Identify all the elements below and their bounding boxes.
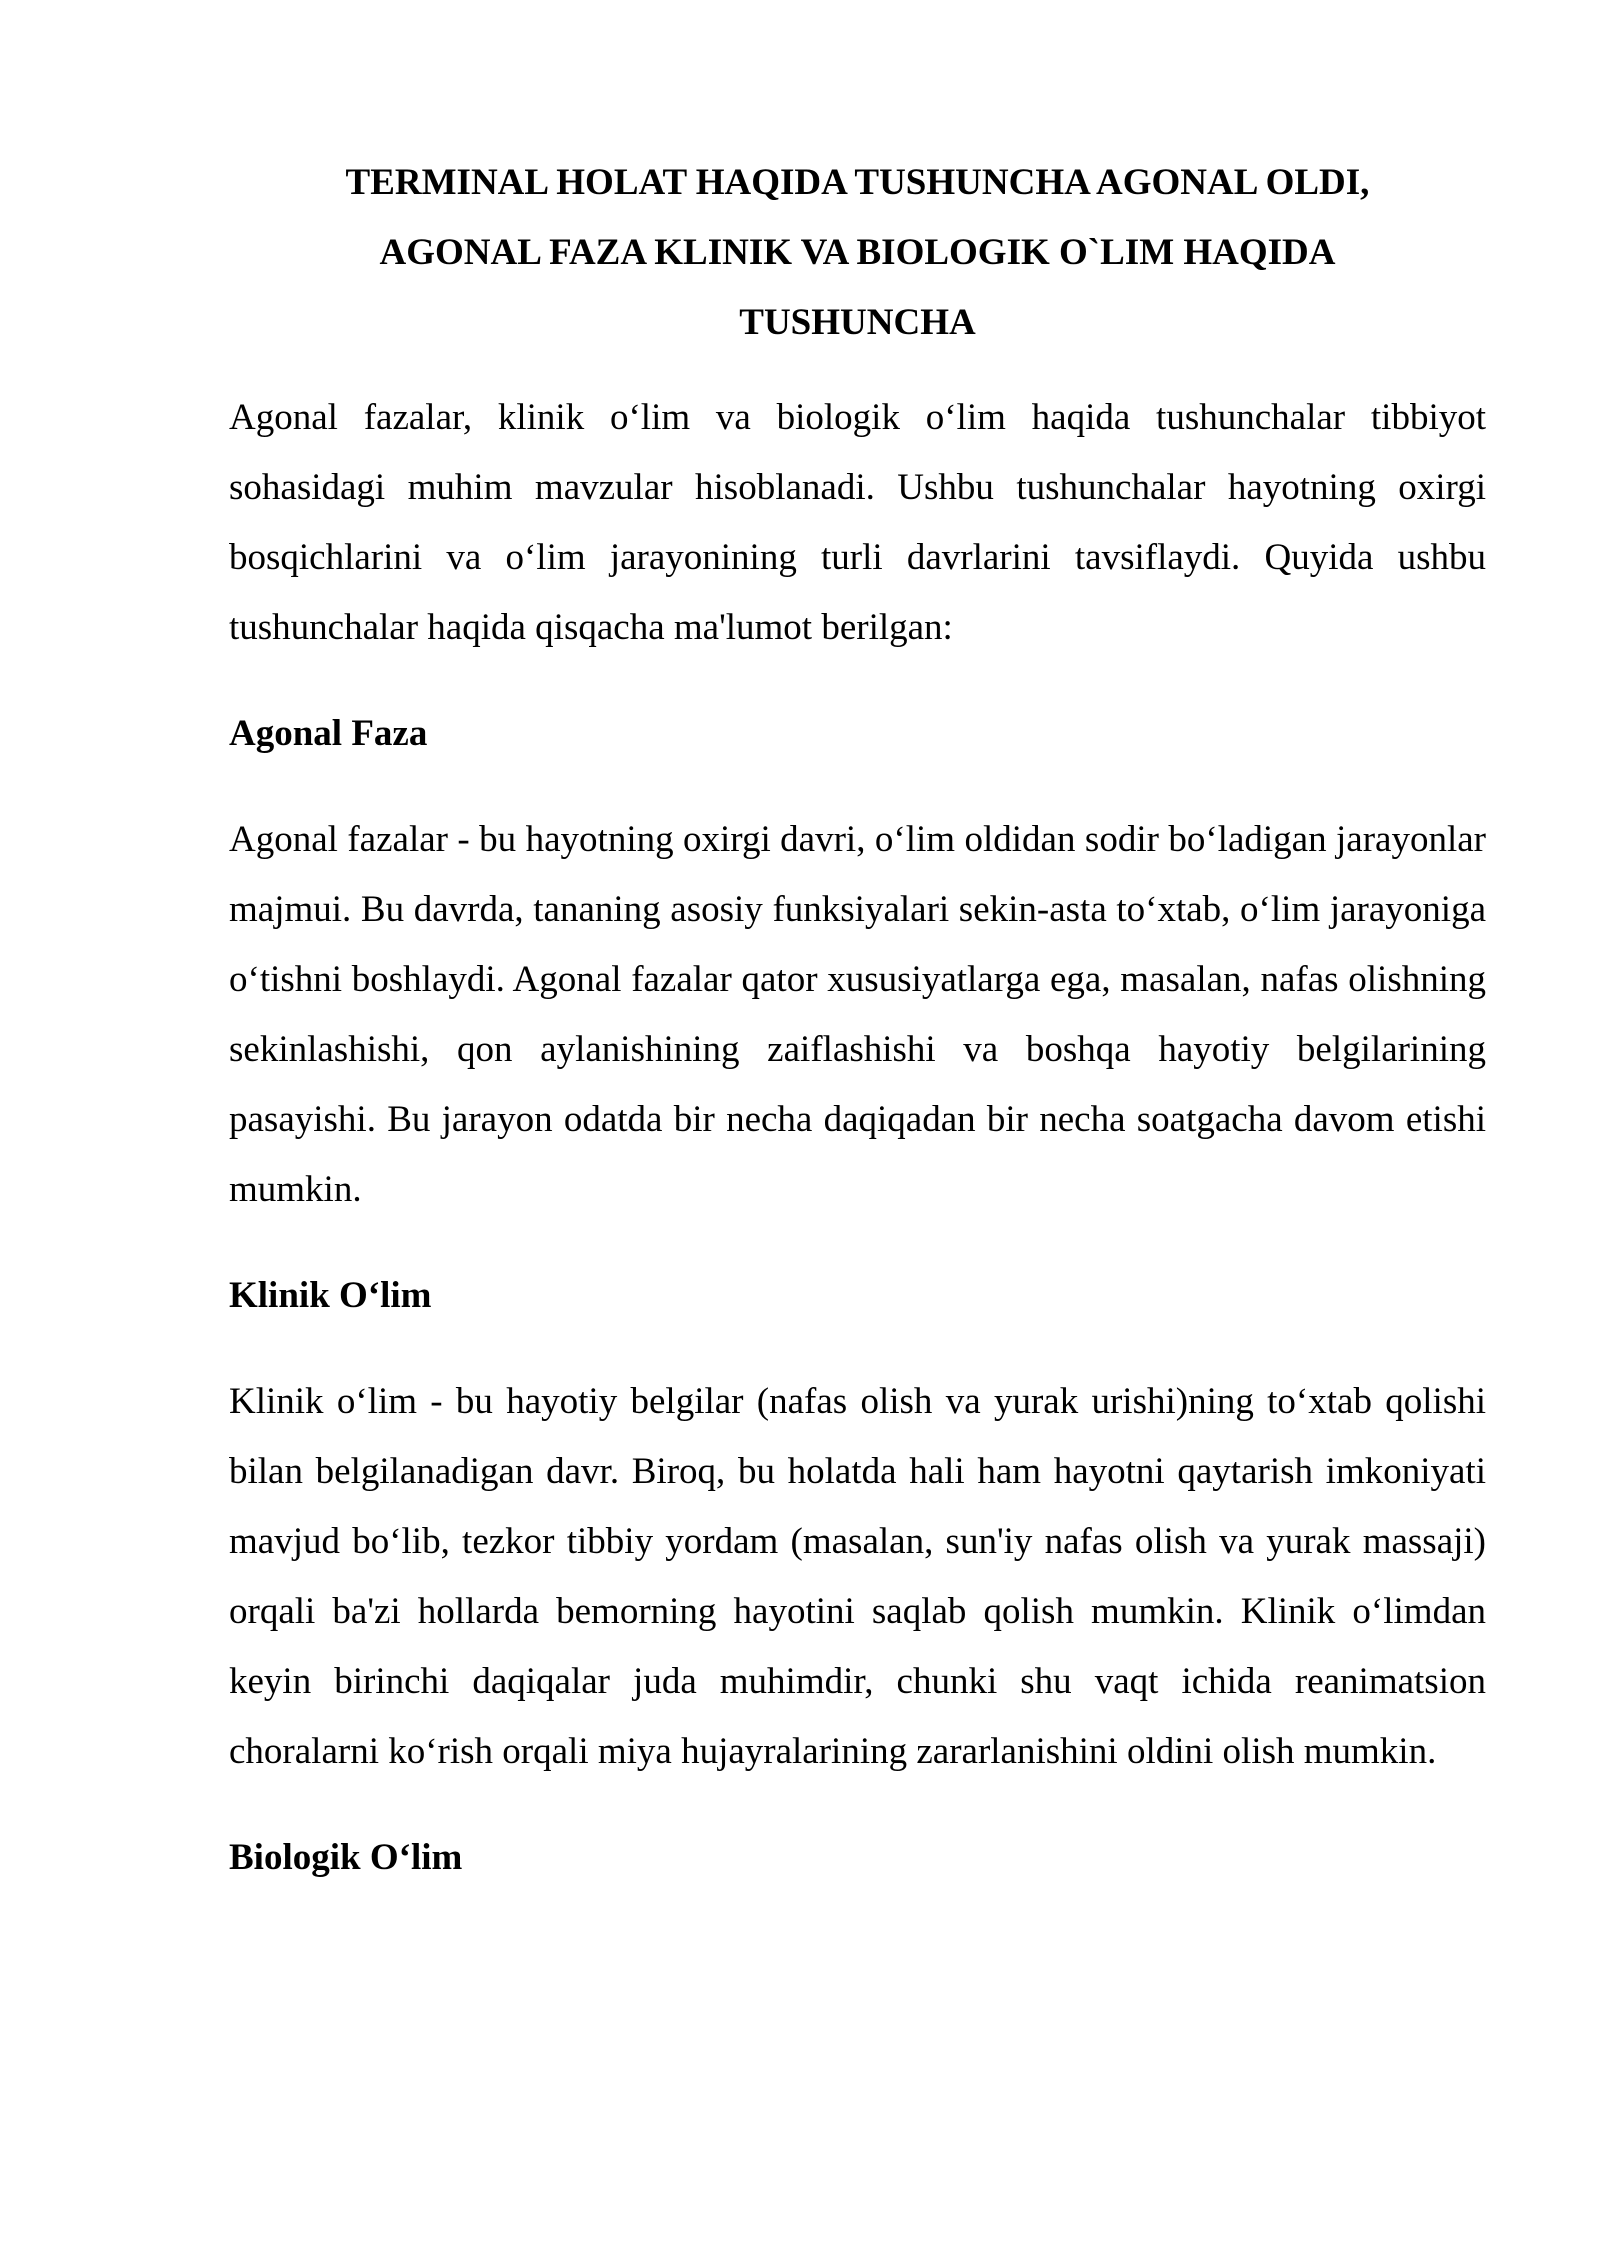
document-title [229,148,1486,358]
section-heading-biologik-olim: Biologik O‘lim [229,1837,463,1878]
document-page [229,148,1486,1893]
section-body-agonal-faza: Agonal fazalar - bu hayotning oxirgi davri, o‘lim oldidan sodir bo‘ladigan jarayonlar majmui. Bu davrda, tananing asosiy funksiyalari sekin-asta to‘xtab, o‘lim jarayoniga o‘tishni boshlaydi. Agonal fazalar qator xususiyatlarga ega, masalan, nafas olishning sekinlashishi, qon aylanishining zaiflashishi va boshqa hayotiy belgilarining pasayishi. Bu jarayon odatda bir necha daqiqadan bir necha soatgacha davom etishi mumkin. [229,819,1486,1210]
section-heading-klinik-olim: Klinik O‘lim [229,1275,432,1316]
title-line-3: TUSHUNCHA [739,302,976,343]
section-body-klinik-olim: Klinik o‘lim - bu hayotiy belgilar (nafas olish va yurak urishi)ning to‘xtab qolishi bilan belgilanadigan davr. Biroq, bu holatda hali ham hayotni qaytarish imkoniyati mavjud bo‘lib, tezkor tibbiy yordam (masalan, sun'iy nafas olish va yurak massaji) orqali ba'zi hollarda bemorning hayotini saqlab qolish mumkin. Klinik o‘limdan keyin birinchi daqiqalar juda muhimdir, chunki shu vaqt ichida reanimatsion choralarni ko‘rish orqali miya hujayralarining zararlanishini oldini olish mumkin. [229,1381,1486,1772]
section-heading-agonal-faza: Agonal Faza [229,713,428,754]
intro-paragraph: Agonal fazalar, klinik o‘lim va biologik o‘lim haqida tushunchalar tibbiyot sohasidagi muhim mavzular hisoblanadi. Ushbu tushunchalar hayotning oxirgi bosqichlarini va o‘lim jarayonining turli davrlarini tavsiflaydi. Quyida ushbu tushunchalar haqida qisqacha ma'lumot berilgan: [229,397,1486,648]
title-line-2: AGONAL FAZA KLINIK VA BIOLOGIK O`LIM HAQIDA [379,232,1336,273]
title-line-1: TERMINAL HOLAT HAQIDA TUSHUNCHA AGONAL OLDI, [345,162,1370,203]
